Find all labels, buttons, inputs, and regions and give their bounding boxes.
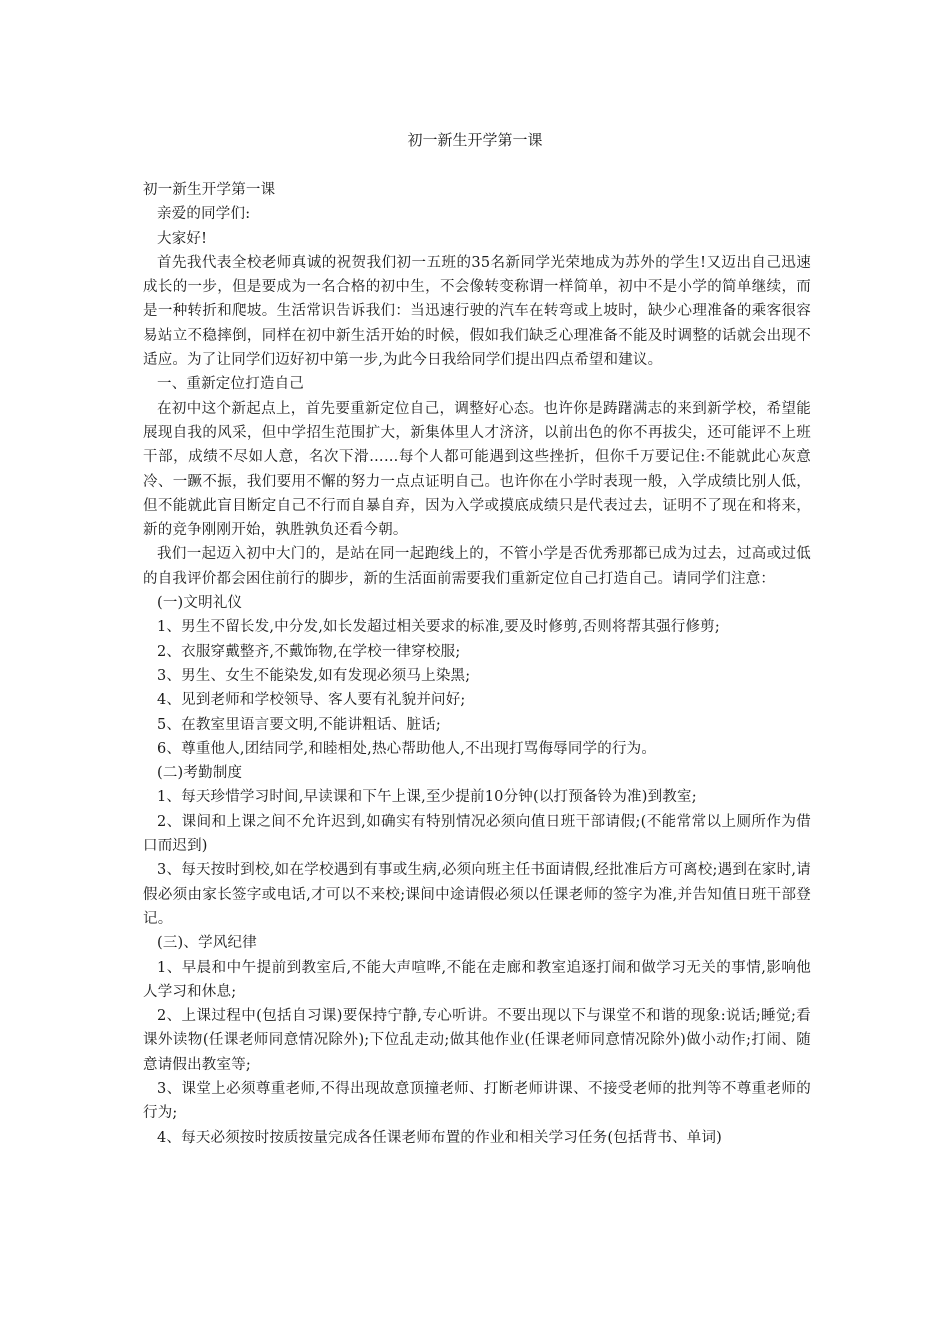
paragraph: 3、每天按时到校,如在学校遇到有事或生病,必须向班主任书面请假,经批准后方可离校;遇到在家时,请假必须由家长签字或电话,才可以不来校;课间中途请假必须以任课老师的签字为准,并告知值日班干部登记。 [143,862,811,927]
paragraph: 2、课间和上课之间不允许迟到,如确实有特别情况必须向值日班干部请假;(不能常常以上厕所作为借口而迟到) [143,813,811,855]
paragraph: 在初中这个新起点上，首先要重新定位自己，调整好心态。也许你是踌躇满志的来到新学校，希望能展现自我的风采，但中学招生范围扩大，新集体里人才济济，以前出色的你不再拔尖，还可能评不上班干部，成绩不尽如人意，名次下滑……每个人都可能遇到这些挫折，但你千万要记住:不能就此心灰意冷、一蹶不振，我们要用不懈的努力一点点证明自己。也许你在小学时表现一般，入学成绩比别人低，但不能就此盲目断定自己不行而自暴自弃，因为入学或摸底成绩只是代表过去，证明不了现在和将来，新的竞争刚刚开始，孰胜孰负还看今朝。 [143,400,811,539]
paragraph: (三)、学风纪律 [157,935,257,952]
paragraph: (二)考勤制度 [157,765,243,782]
page-title: 初一新生开学第一课 [407,131,543,149]
paragraph: 1、早晨和中午提前到教室后,不能大声喧哗,不能在走廊和教室追逐打闹和做学习无关的事情,影响他人学习和休息; [143,959,811,1000]
paragraph: 1、每天珍惜学习时间,早读课和下午上课,至少提前10分钟(以打预备铃为准)到教室; [157,789,697,806]
document-heading: 初一新生开学第一课 [143,182,276,198]
paragraph: 3、男生、女生不能染发,如有发现必须马上染黑; [157,667,471,684]
paragraph: 3、课堂上必须尊重老师,不得出现故意顶撞老师、打断老师讲课、不接受老师的批判等不尊重老师的行为; [143,1080,811,1122]
paragraph: 4、每天必须按时按质按量完成各任课老师布置的作业和相关学习任务(包括背书、单词) [157,1129,723,1146]
paragraph: 5、在教室里语言要文明,不能讲粗话、脏话; [157,716,441,733]
paragraph: 一、重新定位打造自己 [157,376,304,393]
paragraph: 2、衣服穿戴整齐,不戴饰物,在学校一律穿校服; [157,643,461,660]
paragraph: (一)文明礼仪 [157,595,243,612]
paragraph: 2、上课过程中(包括自习课)要保持宁静,专心听讲。不要出现以下与课堂不和谐的现象:说话;睡觉;看课外读物(任课老师同意情况除外);下位乱走动;做其他作业(任课老师同意情况除外)做小动作;打闹、随意请假出教室等; [143,1008,811,1073]
paragraph: 我们一起迈入初中大门的，是站在同一起跑线上的，不管小学是否优秀那都已成为过去，过高或过低的自我评价都会困住前行的脚步，新的生活面前需要我们重新定位自己打造自己。请同学们注意： [143,546,811,587]
paragraph: 6、尊重他人,团结同学,和睦相处,热心帮助他人,不出现打骂侮辱同学的行为。 [157,740,657,757]
document-body [143,178,811,1150]
paragraph: 1、男生不留长发,中分发,如长发超过相关要求的标准,要及时修剪,否则将帮其强行修剪; [157,619,720,636]
paragraph: 4、见到老师和学校领导、客人要有礼貌并问好; [157,692,466,709]
paragraph: 亲爱的同学们: [157,206,251,223]
paragraph: 首先我代表全校老师真诚的祝贺我们初一五班的35名新同学光荣地成为苏外的学生!又迈出自己迅速成长的一步，但是要成为一名合格的初中生，不会像转变称谓一样简单，初中不是小学的简单继续，而是一种转折和爬坡。生活常识告诉我们：当迅速行驶的汽车在转弯或上坡时，缺少心理准备的乘客很容易站立不稳摔倒，同样在初中新生活开始的时候，假如我们缺乏心理准备不能及时调整的话就会出现不适应。为了让同学们迈好初中第一步,为此今日我给同学们提出四点希望和建议。 [143,254,811,369]
paragraph: 大家好! [157,230,208,247]
